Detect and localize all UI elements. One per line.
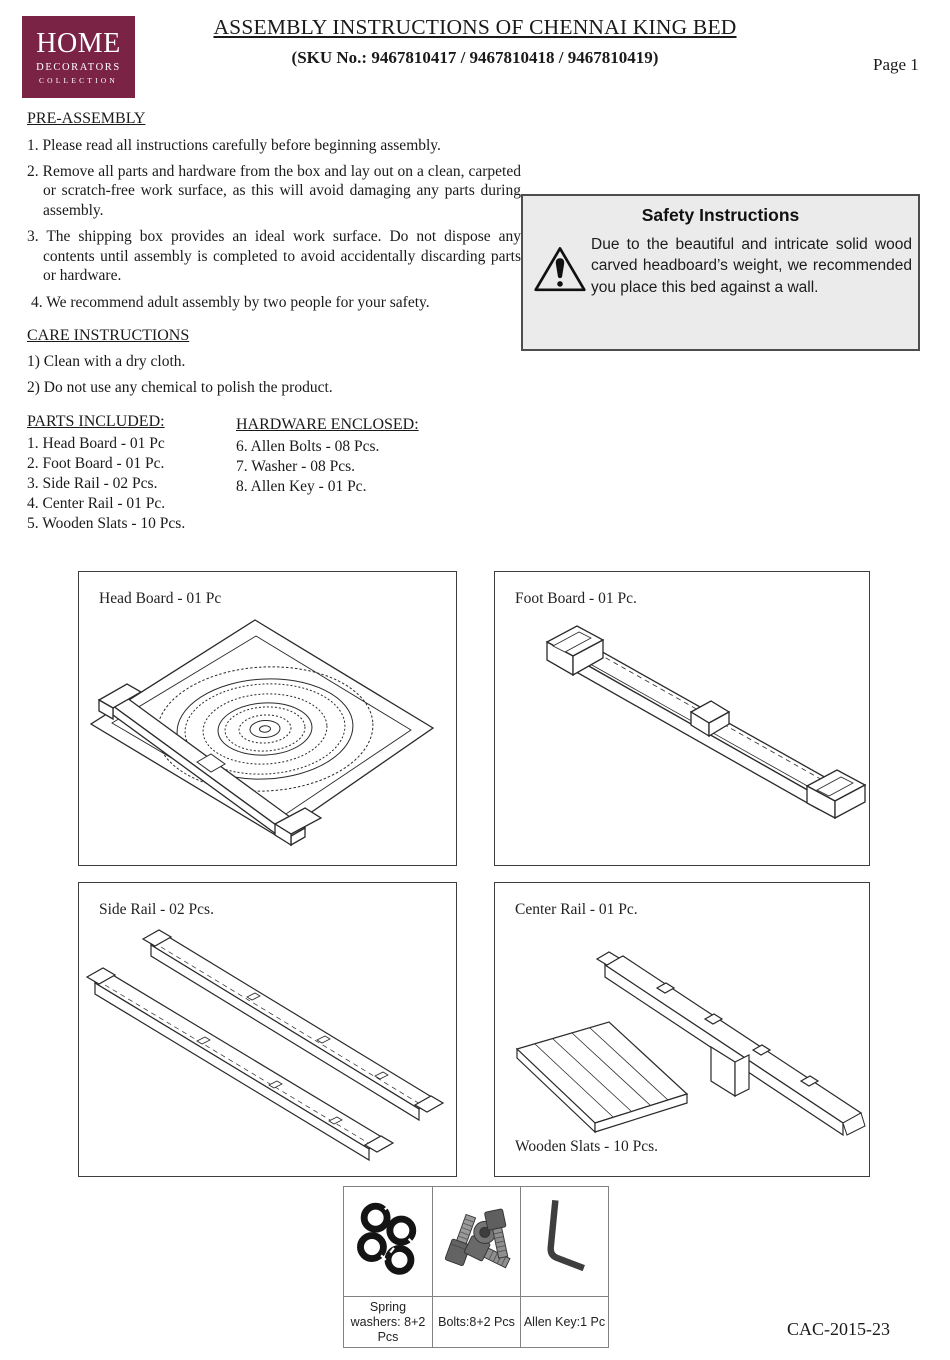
parts-item-1: 1. Head Board - 01 Pc [27,435,165,452]
safety-text: Due to the beautiful and intricate solid wood carved headboard’s weight, we recommended you place this bed against a wall. [591,236,912,296]
parts-included-section [27,413,237,534]
pre-assembly-section [27,110,521,312]
side-rail-illustration [79,883,456,1176]
center-rail-label: Center Rail - 01 Pc. [515,901,638,918]
parts-item-3: 3. Side Rail - 02 Pcs. [27,475,158,492]
pre-assembly-item-2: 2. Remove all parts and hardware from the box and lay out on a clean, carpeted or scratch-free work surface, as this will avoid damaging any parts during assembly. [27,163,521,219]
hardware-reference-table [343,1186,609,1348]
page-number: Page 1 [873,55,919,74]
allen-key-image [520,1187,608,1296]
hardware-item-6: 6. Allen Bolts - 08 Pcs. [236,438,380,455]
safety-instructions-box [521,194,920,351]
logo-collection-text: COLLECTION [38,75,119,85]
wooden-slats-label: Wooden Slats - 10 Pcs. [515,1138,658,1155]
logo-home-text: HOME [36,27,121,59]
bolts-label: Bolts:8+2 Pcs [432,1296,520,1347]
pre-assembly-item-4: 4. We recommend adult assembly by two people for your safety. [31,293,430,311]
parts-item-2: 2. Foot Board - 01 Pc. [27,455,165,472]
foot-board-diagram-box [494,571,870,866]
spring-washers-label: Spring washers: 8+2 Pcs [344,1296,432,1347]
hardware-item-8: 8. Allen Key - 01 Pc. [236,478,367,495]
care-heading: CARE INSTRUCTIONS [27,327,190,344]
side-rail-diagram-box [78,882,457,1177]
foot-board-illustration [495,572,869,865]
head-board-diagram-box [78,571,457,866]
pre-assembly-heading: PRE-ASSEMBLY [27,110,146,127]
logo-decorators-text: DECORATORS [36,61,121,73]
parts-item-5: 5. Wooden Slats - 10 Pcs. [27,515,186,532]
sku-subtitle: (SKU No.: 9467810417 / 9467810418 / 9467810419) [291,48,659,67]
center-rail-diagram-box [494,882,870,1177]
care-item-1: 1) Clean with a dry cloth. [27,353,186,370]
head-board-label: Head Board - 01 Pc [99,590,222,607]
pre-assembly-item-1: 1. Please read all instructions carefully before beginning assembly. [27,136,441,154]
page-title: ASSEMBLY INSTRUCTIONS OF CHENNAI KING BED [213,15,737,39]
warning-triangle-icon [533,234,591,301]
side-rail-label: Side Rail - 02 Pcs. [99,901,214,918]
pre-assembly-item-3: 3. The shipping box provides an ideal work surface. Do not dispose any contents until assembly is completed to avoid accidentally discarding parts or hardware. [27,228,521,284]
parts-included-heading: PARTS INCLUDED: [27,413,165,430]
document-code: CAC-2015-23 [787,1319,890,1339]
care-item-2: 2) Do not use any chemical to polish the product. [27,379,333,396]
hardware-enclosed-section [236,416,451,497]
hardware-enclosed-heading: HARDWARE ENCLOSED: [236,416,419,433]
care-instructions-section [27,327,507,397]
head-board-illustration [79,572,456,865]
allen-key-label: Allen Key:1 Pc [520,1296,608,1347]
spring-washers-image [344,1187,432,1296]
foot-board-label: Foot Board - 01 Pc. [515,590,637,607]
parts-item-4: 4. Center Rail - 01 Pc. [27,495,166,512]
center-rail-illustration [495,883,869,1176]
hardware-item-7: 7. Washer - 08 Pcs. [236,458,356,475]
safety-heading: Safety Instructions [641,205,800,225]
bolts-image [432,1187,520,1296]
